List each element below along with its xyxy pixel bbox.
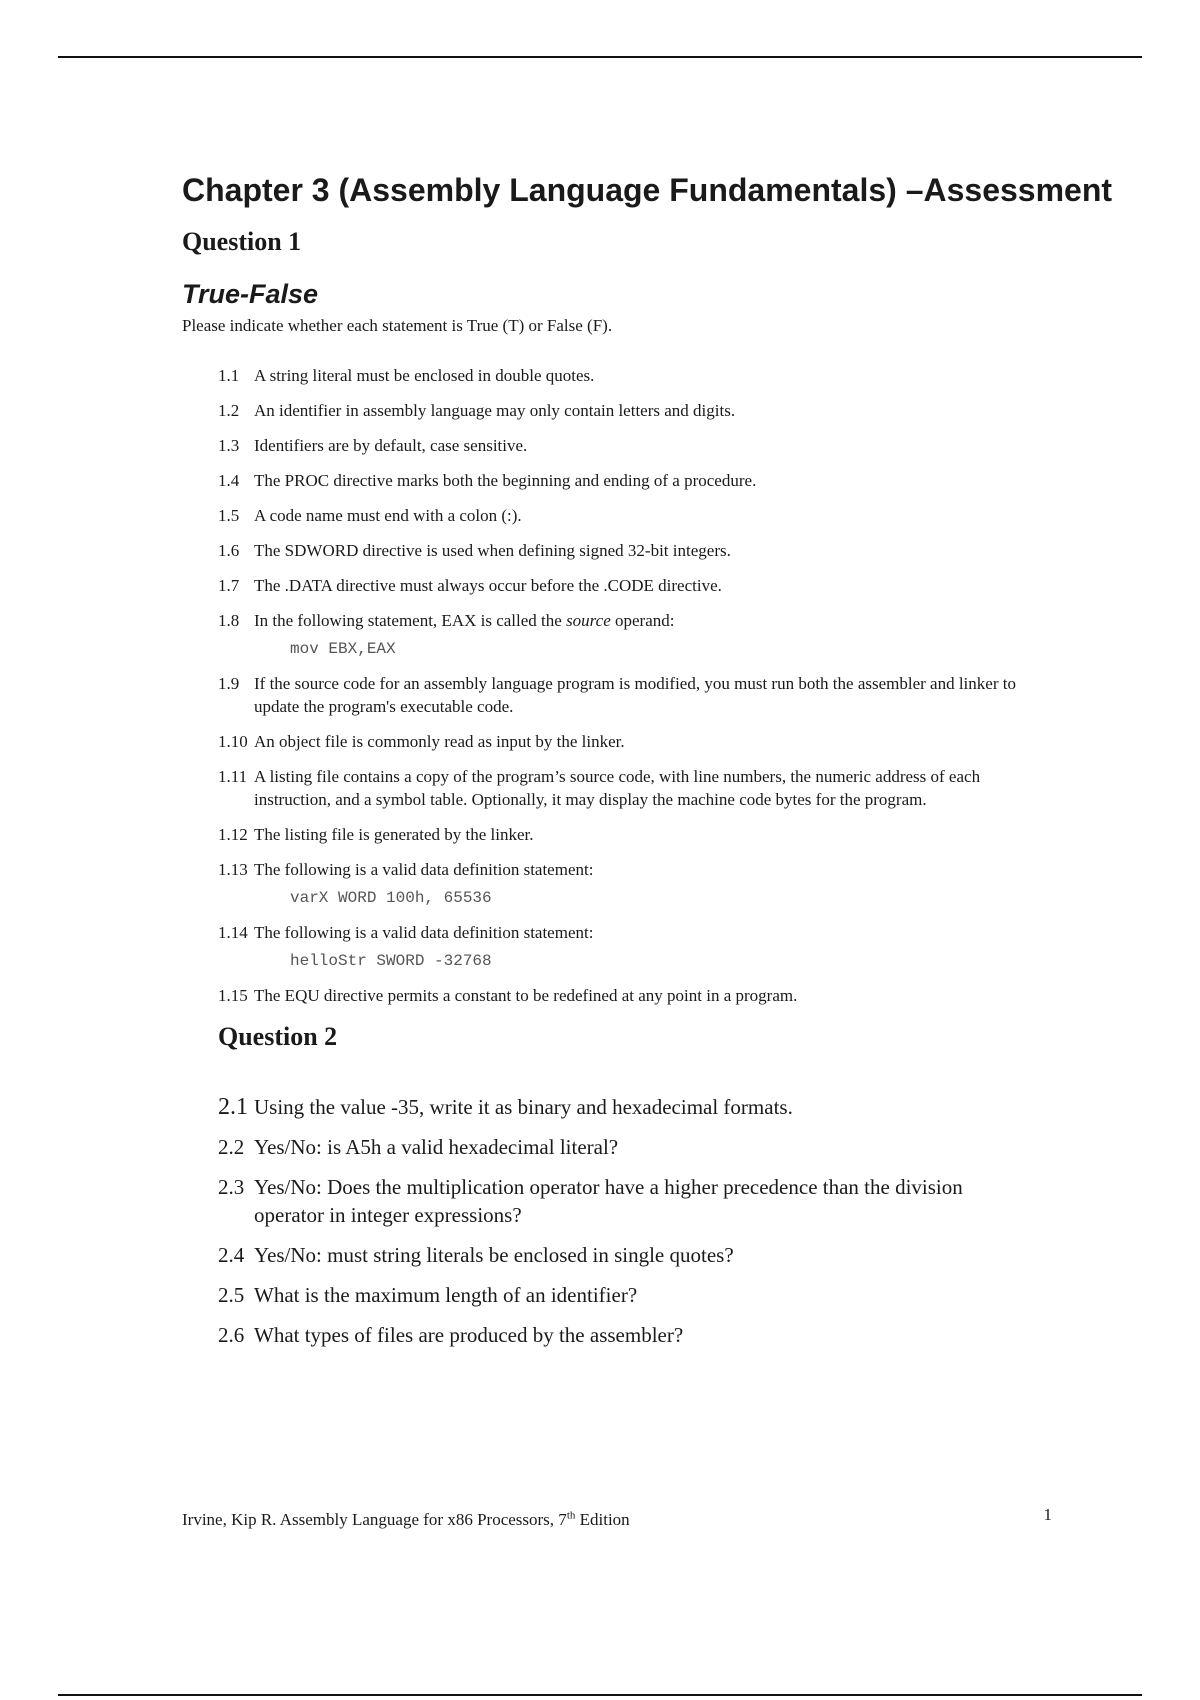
item-number: 1.4: [218, 471, 240, 490]
item-text: Using the value -35, write it as binary and hexadecimal formats.: [254, 1095, 793, 1119]
code-snippet: mov EBX,EAX: [290, 640, 396, 658]
item-text: Yes/No: is A5h a valid hexadecimal literal?: [254, 1135, 619, 1159]
item-text: A listing file contains a copy of the program’s source code, with line numbers, the numeric address of each instruction, and a symbol table. Optionally, it may display the machine code bytes for the program.: [254, 767, 981, 809]
instructions: Please indicate whether each statement is True (T) or False (F).: [182, 316, 613, 335]
item-number: 2.2: [218, 1135, 245, 1159]
item-number: 1.3: [218, 436, 240, 455]
list-item: [218, 984, 1058, 1007]
list-item: [218, 609, 1058, 660]
list-item: [218, 469, 1058, 492]
item-text: The following is a valid data definition statement:: [254, 860, 594, 879]
code-snippet: helloStr SWORD -32768: [290, 952, 492, 970]
bottom-rule: [58, 1694, 1142, 1696]
item-text: The SDWORD directive is used when defining signed 32-bit integers.: [254, 541, 731, 560]
list-item: [218, 539, 1058, 562]
item-text: The listing file is generated by the linker.: [254, 825, 534, 844]
question-2-list: [218, 1093, 1018, 1349]
item-number: 1.11: [218, 767, 248, 786]
list-item: [218, 672, 1058, 718]
source-emphasis: source: [566, 611, 611, 630]
question-1-heading: Question 1: [182, 227, 302, 256]
item-text: The PROC directive marks both the beginning and ending of a procedure.: [254, 471, 757, 490]
list-item: [218, 364, 1058, 387]
list-item: [218, 921, 1058, 972]
footer-citation: Irvine, Kip R. Assembly Language for x86 Processors, 7th Edition: [182, 1509, 630, 1529]
item-number: 1.12: [218, 825, 248, 844]
list-item: [218, 1241, 1018, 1269]
true-false-heading: True-False: [182, 279, 319, 309]
item-number: 1.7: [218, 576, 240, 595]
item-number: 1.13: [218, 860, 248, 879]
item-number: 1.8: [218, 611, 240, 630]
list-item: [218, 858, 1058, 909]
item-text: Identifiers are by default, case sensitive.: [254, 436, 528, 455]
item-text: What types of files are produced by the assembler?: [254, 1323, 684, 1347]
code-snippet: varX WORD 100h, 65536: [290, 889, 492, 907]
item-text: Yes/No: Does the multiplication operator have a higher precedence than the division operator in integer expressions?: [254, 1175, 963, 1227]
item-text: In the following statement, EAX is called the source operand:: [254, 611, 675, 630]
item-text: The EQU directive permits a constant to be redefined at any point in a program.: [254, 986, 798, 1005]
item-number: 2.6: [218, 1323, 245, 1347]
item-number: 1.1: [218, 366, 240, 385]
list-item: [218, 504, 1058, 527]
item-text: The .DATA directive must always occur before the .CODE directive.: [254, 576, 722, 595]
top-rule: [58, 56, 1142, 58]
list-item: [218, 1173, 1018, 1229]
item-text: Yes/No: must string literals be enclosed in single quotes?: [254, 1243, 734, 1267]
list-item: [218, 1321, 1018, 1349]
list-item: [218, 399, 1058, 422]
list-item: [218, 765, 1058, 811]
list-item: [218, 1281, 1018, 1309]
page-footer: [182, 1502, 1052, 1528]
question-2-heading: Question 2: [218, 1022, 338, 1051]
list-item: [218, 823, 1058, 846]
item-number: 1.14: [218, 923, 248, 942]
item-number: 2.4: [218, 1243, 245, 1267]
list-item: [218, 574, 1058, 597]
list-item: [218, 730, 1058, 753]
item-text: An identifier in assembly language may only contain letters and digits.: [254, 401, 736, 420]
list-item: [218, 434, 1058, 457]
page-number: 1: [1043, 1505, 1052, 1524]
item-number: 1.6: [218, 541, 240, 560]
item-text: The following is a valid data definition statement:: [254, 923, 594, 942]
document-body: [182, 168, 1122, 1361]
item-number: 2.3: [218, 1175, 245, 1199]
question-2-section: [218, 1019, 1122, 1349]
item-text: If the source code for an assembly language program is modified, you must run both the assembler and linker to update the program's executable code.: [254, 674, 1016, 716]
item-number: 2.5: [218, 1283, 245, 1307]
item-text: A code name must end with a colon (:).: [254, 506, 522, 525]
item-number: 1.15: [218, 986, 248, 1005]
item-number: 1.9: [218, 674, 240, 693]
item-text: What is the maximum length of an identifier?: [254, 1283, 638, 1307]
item-number: 1.2: [218, 401, 240, 420]
chapter-title: Chapter 3 (Assembly Language Fundamentals) –Assessment: [182, 172, 1113, 208]
item-number: 1.5: [218, 506, 240, 525]
item-text: A string literal must be enclosed in double quotes.: [254, 366, 595, 385]
item-text: An object file is commonly read as input by the linker.: [254, 732, 625, 751]
list-item: [218, 1093, 1018, 1121]
true-false-list: [218, 364, 1058, 1007]
list-item: [218, 1133, 1018, 1161]
item-number: 1.10: [218, 732, 248, 751]
item-number: 2.1: [218, 1094, 248, 1120]
